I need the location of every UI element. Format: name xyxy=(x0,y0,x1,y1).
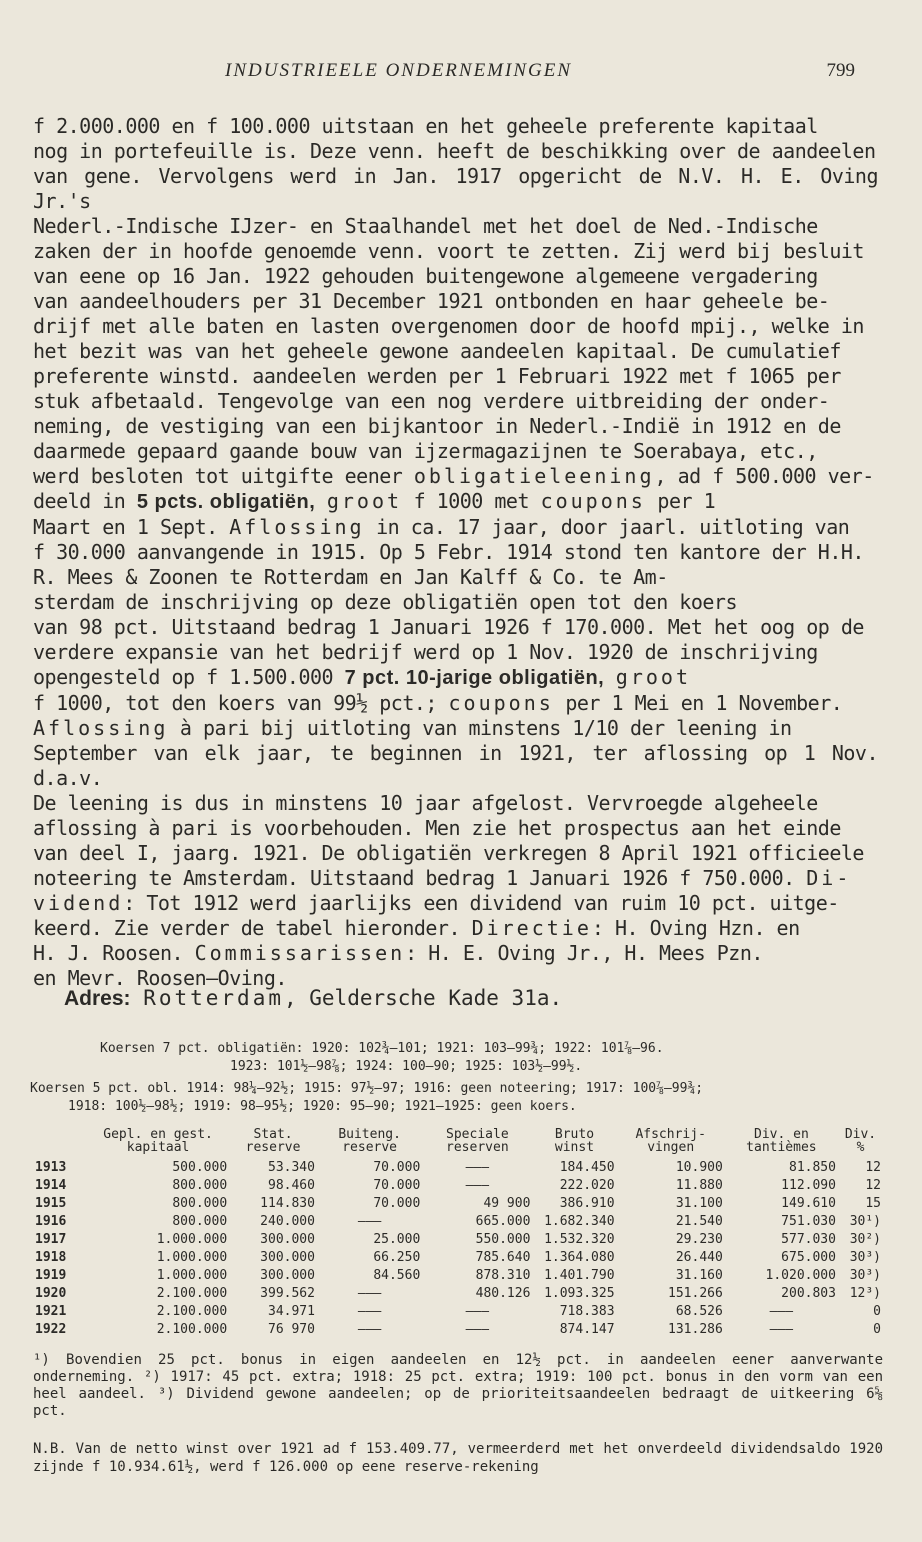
table-cell: 70.000 xyxy=(373,1159,421,1175)
column-header: Div. en tantièmes xyxy=(746,1127,817,1155)
table-cell: ——— xyxy=(357,1213,382,1229)
text-span: : H. Oving Hzn. en xyxy=(591,916,800,940)
table-cell: 2.100.000 xyxy=(156,1321,228,1337)
text-line: September van elk jaar, te beginnen in 1921, ter aflossing op 1 Nov. d.a.v. xyxy=(33,741,878,790)
spaced-term: Aflossing xyxy=(229,515,365,539)
spaced-term: Directie xyxy=(471,916,592,940)
table-cell: 500.000 xyxy=(172,1159,228,1175)
text-line xyxy=(33,916,878,941)
table-cell: 30³) xyxy=(849,1249,881,1265)
table-cell: 550.000 xyxy=(475,1231,531,1247)
column-header: Gepl. en gest. kapitaal xyxy=(103,1127,213,1155)
table-cell: 11.880 xyxy=(675,1177,723,1193)
text-line xyxy=(33,866,878,891)
table-cell: 300.000 xyxy=(260,1249,315,1265)
year-cell: 1917 xyxy=(35,1231,67,1247)
table-cell: 1.364.080 xyxy=(544,1249,615,1265)
year-cell: 1915 xyxy=(35,1195,67,1211)
text-span: deeld in xyxy=(33,489,137,513)
column-header: Stat. reserve xyxy=(245,1127,301,1155)
table-cell: 15 xyxy=(865,1195,881,1211)
table-row xyxy=(33,1212,883,1230)
nota-bene: N.B. Van de netto winst over 1921 ad f 153.409.77, vermeerderd met het onverdeeld dividendsaldo 1920 zijnde f 10.934.61½, werd f 126.000 op eene reserve-rekening xyxy=(33,1441,883,1475)
text-span: keerd. Zie verder de tabel hieronder. xyxy=(33,916,472,940)
table-cell: 300.000 xyxy=(260,1267,315,1283)
text-line: van 98 pct. Uitstaand bedrag 1 Januari 1926 f 170.000. Met het oog op de xyxy=(33,615,864,639)
table-body xyxy=(33,1158,883,1338)
table-cell: 240.000 xyxy=(260,1213,315,1229)
address xyxy=(64,986,562,1011)
year-cell: 1921 xyxy=(35,1303,67,1319)
text-span: per 1 xyxy=(645,489,716,513)
text-line: preferente winstd. aandeelen werden per 1 Februari 1922 met f 1065 per xyxy=(33,364,841,388)
table-cell: 878.310 xyxy=(475,1267,531,1283)
text-line: van gene. Vervolgens werd in Jan. 1917 opgericht de N.V. H. E. Oving Jr.'s xyxy=(33,164,878,213)
table-cell: ——— xyxy=(465,1321,490,1337)
table-cell: ——— xyxy=(465,1159,490,1175)
koersen-line: 1918: 100½—98½; 1919: 98—95½; 1920: 95—90; 1921—1925: geen koers. xyxy=(68,1099,577,1114)
table-cell: 1.682.340 xyxy=(544,1213,615,1229)
table-cell: 184.450 xyxy=(559,1159,615,1175)
table-cell: 577.030 xyxy=(781,1231,836,1247)
text-line: nog in portefeuille is. Deze venn. heeft de beschikking over de aandeelen xyxy=(33,139,876,163)
running-title: INDUSTRIEELE ONDERNEMINGEN xyxy=(225,60,573,81)
column-header: Afschrij- vingen xyxy=(635,1127,706,1155)
table-cell: ——— xyxy=(357,1303,382,1319)
table-row xyxy=(33,1320,883,1338)
text-span: werd besloten tot uitgifte eener xyxy=(33,464,414,488)
table-cell: 800.000 xyxy=(172,1177,228,1193)
column-header: Div. % xyxy=(844,1127,877,1155)
table-cell: ——— xyxy=(769,1321,794,1337)
table-row xyxy=(33,1284,883,1302)
text-line xyxy=(33,515,878,540)
koersen-line: Koersen 5 pct. obl. 1914: 98¼—92½; 1915: 97½—97; 1916: geen noteering; 1917: 100⅞—99¾; xyxy=(30,1081,704,1096)
table-cell: 800.000 xyxy=(172,1195,228,1211)
table-cell: 49 900 xyxy=(483,1195,531,1211)
table-cell: 785.640 xyxy=(475,1249,531,1265)
spaced-term: coupons xyxy=(448,691,554,715)
table-cell: 1.000.000 xyxy=(156,1267,228,1283)
text-line: drijf met alle baten en lasten overgenomen door de hoofd mpij., welke in xyxy=(33,314,864,338)
footnotes: ¹) Bovendien 25 pct. bonus in eigen aandeelen en 12½ pct. in aandeelen eener aanverwante onderneming. ²) 1917: 45 pct. extra; 1918: 25 pct. extra; 1919: 100 pct. bonus in den vorm van een heel aandeel. ³) Dividend gewone aandeelen; op de prioriteitsaandeelen bedraagt de uitkeering 6⅝ pct. xyxy=(33,1352,883,1419)
table-cell: 1.000.000 xyxy=(156,1249,228,1265)
table-cell: ——— xyxy=(769,1303,794,1319)
text-span: opengesteld op f 1.500.000 xyxy=(33,665,345,689)
text-line: aflossing à pari is voorbehouden. Men zie het prospectus aan het einde xyxy=(33,816,841,840)
table-cell: 76 970 xyxy=(268,1321,315,1337)
table-cell: ——— xyxy=(465,1303,490,1319)
table-cell: ——— xyxy=(357,1285,382,1301)
text-line: daarmede gepaard gaande bouw van ijzermagazijnen te Soerabaya, etc., xyxy=(33,439,818,463)
table-header-row xyxy=(33,1128,883,1158)
address-city: Rotterdam xyxy=(143,986,284,1010)
text-span xyxy=(604,665,616,689)
spaced-term: Commissarissen xyxy=(194,941,406,965)
table-cell: 10.900 xyxy=(675,1159,723,1175)
address-street: , Geldersche Kade 31a. xyxy=(283,986,563,1010)
year-cell: 1913 xyxy=(35,1159,67,1175)
table-cell: 718.383 xyxy=(559,1303,615,1319)
table-row xyxy=(33,1194,883,1212)
table-row xyxy=(33,1248,883,1266)
text-line xyxy=(33,489,878,515)
table-cell: 66.250 xyxy=(373,1249,421,1265)
text-line: R. Mees & Zoonen te Rotterdam en Jan Kalff & Co. te Am- xyxy=(33,565,668,589)
table-cell: 1.401.790 xyxy=(544,1267,615,1283)
text-span: f 1000, tot den koers van 99½ pct.; xyxy=(33,691,449,715)
koersen-line: 1923: 101½—98⅞; 1924: 100—90; 1925: 103½—99½. xyxy=(230,1059,583,1074)
table-cell: 665.000 xyxy=(475,1213,531,1229)
table-row xyxy=(33,1158,883,1176)
text-line: van deel I, jaarg. 1921. De obligatiën verkregen 8 April 1921 officieele xyxy=(33,841,864,865)
text-line xyxy=(33,691,878,716)
year-cell: 1922 xyxy=(35,1321,67,1337)
table-cell: 2.100.000 xyxy=(156,1303,228,1319)
table-row xyxy=(33,1230,883,1248)
table-cell: 222.020 xyxy=(559,1177,615,1193)
bold-heading: 7 pct. 10-jarige obligatiën, xyxy=(344,667,605,689)
table-cell: 1.020.000 xyxy=(765,1267,836,1283)
text-line: neming, de vestiging van een bijkantoor in Nederl.-Indië in 1912 en de xyxy=(33,414,841,438)
text-span: , ad f 500.000 ver- xyxy=(654,464,874,488)
body-text xyxy=(33,114,878,991)
column-header xyxy=(33,1128,87,1158)
text-span: f 1000 met xyxy=(402,489,541,513)
text-line: stuk afbetaald. Tengevolge van een nog verdere uitbreiding der onder- xyxy=(33,389,830,413)
page-header xyxy=(225,60,855,90)
table-cell: 114.830 xyxy=(260,1195,315,1211)
text-span: per 1 Mei en 1 November. xyxy=(553,691,843,715)
table-cell: 53.340 xyxy=(268,1159,315,1175)
table-cell: 386.910 xyxy=(559,1195,615,1211)
table-cell: ——— xyxy=(357,1321,382,1337)
koersen-line: Koersen 7 pct. obligatiën: 1920: 102¾—101; 1921: 103—99¾; 1922: 101⅞—96. xyxy=(100,1041,664,1056)
spaced-term: Aflossing xyxy=(33,716,169,740)
text-line: f 2.000.000 en f 100.000 uitstaan en het geheele preferente kapitaal xyxy=(33,114,818,138)
table-cell: ——— xyxy=(465,1177,490,1193)
financial-table xyxy=(33,1128,883,1338)
year-cell: 1918 xyxy=(35,1249,67,1265)
table-row xyxy=(33,1266,883,1284)
text-span: : H. E. Oving Jr., H. Mees Pzn. xyxy=(405,941,763,965)
table-cell: 399.562 xyxy=(260,1285,315,1301)
table-cell: 31.160 xyxy=(675,1267,723,1283)
text-line: het bezit was van het geheele gewone aandeelen kapitaal. De cumulatief xyxy=(33,339,841,363)
table-row xyxy=(33,1176,883,1194)
table-cell: 30³) xyxy=(849,1267,881,1283)
table-cell: 30²) xyxy=(849,1231,881,1247)
table-cell: 0 xyxy=(873,1303,881,1319)
table-cell: 2.100.000 xyxy=(156,1285,228,1301)
column-header: Speciale reserven xyxy=(446,1127,509,1155)
text-line xyxy=(33,665,878,691)
text-line: van eene op 16 Jan. 1922 gehouden buitengewone algemeene vergadering xyxy=(33,264,818,288)
spaced-term: groot xyxy=(326,489,403,513)
table-cell: 84.560 xyxy=(373,1267,421,1283)
spaced-term: groot xyxy=(615,665,691,689)
text-line: f 30.000 aanvangende in 1915. Op 5 Febr. 1914 stond ten kantore der H.H. xyxy=(33,540,864,564)
table-cell: 12 xyxy=(865,1177,881,1193)
table-cell: 112.090 xyxy=(781,1177,836,1193)
koersen-7pct xyxy=(30,1040,890,1076)
table-cell: 29.230 xyxy=(675,1231,723,1247)
column-header: Buiteng. reserve xyxy=(338,1127,401,1155)
table-cell: 149.610 xyxy=(781,1195,836,1211)
table-cell: 31.100 xyxy=(675,1195,723,1211)
spaced-term: vidend xyxy=(33,891,124,915)
address-label: Adres: xyxy=(64,987,131,1010)
text-line xyxy=(33,891,878,916)
text-span: noteering te Amsterdam. Uitstaand bedrag 1 Januari 1926 f 750.000. xyxy=(33,866,807,890)
koersen-5pct xyxy=(30,1080,890,1116)
table-cell: 874.147 xyxy=(559,1321,615,1337)
table-cell: 98.460 xyxy=(268,1177,315,1193)
table-cell: 81.850 xyxy=(789,1159,836,1175)
text-span: Maart en 1 Sept. xyxy=(33,515,230,539)
table-cell: 1.532.320 xyxy=(544,1231,615,1247)
table-cell: 70.000 xyxy=(373,1177,421,1193)
table-cell: 12³) xyxy=(849,1285,881,1301)
text-span: à pari bij uitloting van minstens 1/10 der leening in xyxy=(168,716,792,740)
table-cell: 300.000 xyxy=(260,1231,315,1247)
text-span: H. J. Roosen. xyxy=(33,941,195,965)
text-line: van aandeelhouders per 31 December 1921 ontbonden en haar geheele be- xyxy=(33,289,830,313)
table-cell: 200.803 xyxy=(781,1285,836,1301)
text-span: in ca. 17 jaar, door jaarl. uitloting van xyxy=(364,515,850,539)
table-cell: 34.971 xyxy=(268,1303,315,1319)
table-cell: 21.540 xyxy=(675,1213,723,1229)
table-cell: 151.266 xyxy=(668,1285,723,1301)
table-cell: 12 xyxy=(865,1159,881,1175)
text-span xyxy=(315,489,327,513)
table-cell: 68.526 xyxy=(675,1303,723,1319)
text-span: : Tot 1912 werd jaarlijks een dividend van ruim 10 pct. uitge- xyxy=(123,891,839,915)
column-header: Bruto winst xyxy=(554,1127,595,1155)
table-cell: 70.000 xyxy=(373,1195,421,1211)
text-line xyxy=(33,941,878,966)
spaced-term: obligatieleening xyxy=(413,464,655,488)
table-cell: 26.440 xyxy=(675,1249,723,1265)
text-line: De leening is dus in minstens 10 jaar afgelost. Vervroegde algeheele xyxy=(33,791,818,815)
table-cell: 0 xyxy=(873,1321,881,1337)
table-cell: 1.000.000 xyxy=(156,1231,228,1247)
text-line xyxy=(33,716,878,741)
table-cell: 1.093.325 xyxy=(544,1285,615,1301)
table-cell: 30¹) xyxy=(849,1213,881,1229)
text-line xyxy=(33,464,878,489)
text-line: en Mevr. Roosen—Oving. xyxy=(33,966,287,990)
table-cell: 480.126 xyxy=(475,1285,531,1301)
table-cell: 751.030 xyxy=(781,1213,836,1229)
spaced-term: coupons xyxy=(540,489,646,513)
spaced-term: Di- xyxy=(806,866,852,890)
text-line: zaken der in hoofde genoemde venn. voort te zetten. Zij werd bij besluit xyxy=(33,239,864,263)
year-cell: 1920 xyxy=(35,1285,67,1301)
text-line: verdere expansie van het bedrijf werd op 1 Nov. 1920 de inschrijving xyxy=(33,640,818,664)
table-row xyxy=(33,1302,883,1320)
table-cell: 800.000 xyxy=(172,1213,228,1229)
bold-heading: 5 pcts. obligatiën, xyxy=(136,491,316,513)
page-number: 799 xyxy=(826,60,855,81)
text-line: sterdam de inschrijving op deze obligatiën open tot den koers xyxy=(33,590,738,614)
year-cell: 1916 xyxy=(35,1213,67,1229)
text-line: Nederl.-Indische IJzer- en Staalhandel met het doel de Ned.-Indische xyxy=(33,214,818,238)
year-cell: 1919 xyxy=(35,1267,67,1283)
year-cell: 1914 xyxy=(35,1177,67,1193)
table-cell: 131.286 xyxy=(668,1321,723,1337)
table-cell: 675.000 xyxy=(781,1249,836,1265)
table-cell: 25.000 xyxy=(373,1231,421,1247)
